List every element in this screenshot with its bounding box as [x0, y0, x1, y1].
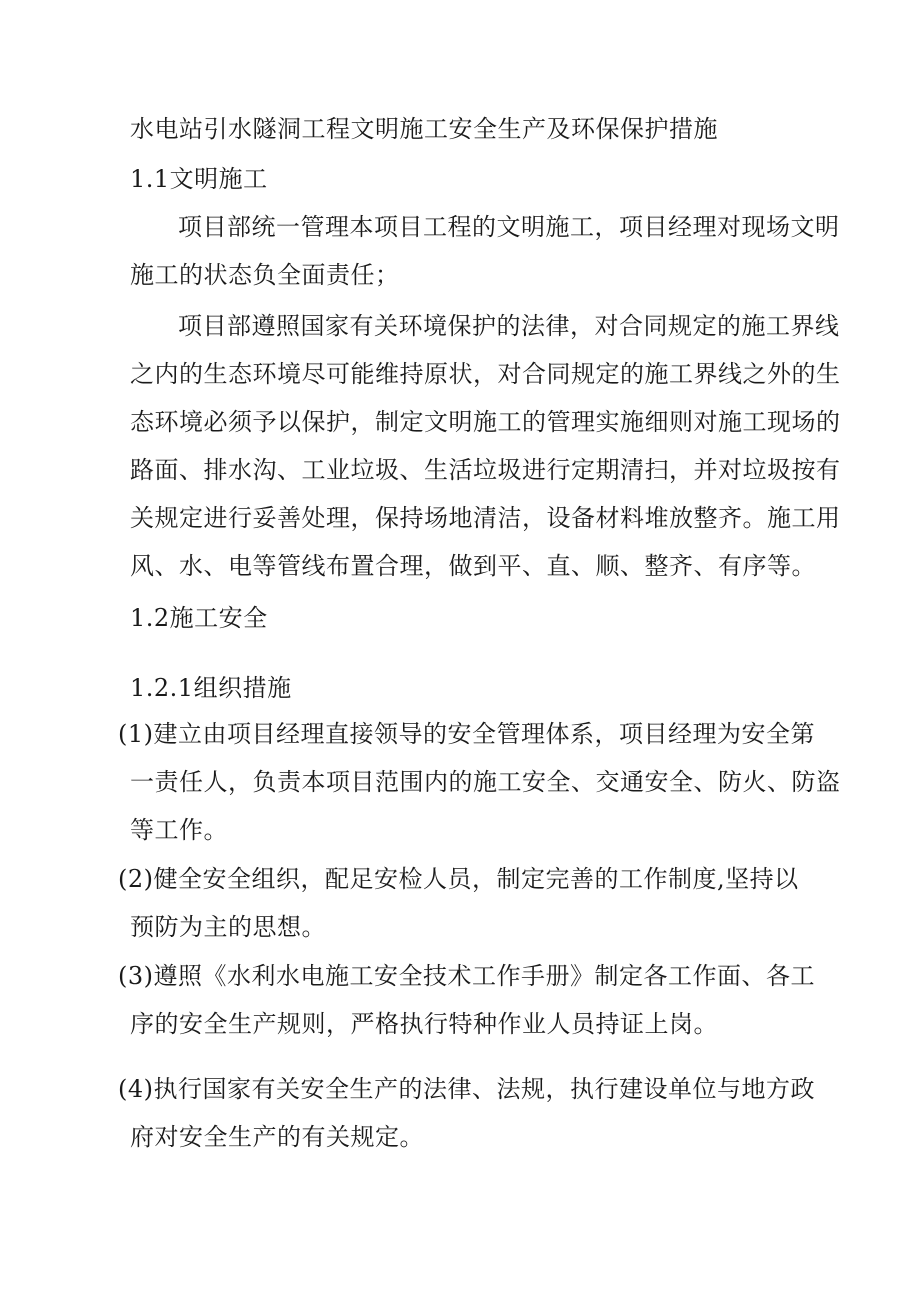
paragraph-line: 项目部遵照国家有关环境保护的法律，对合同规定的施工界线 — [178, 312, 840, 340]
paragraph-line: 施工的状态负全面责任； — [130, 261, 400, 289]
paragraph-line: 项目部统一管理本项目工程的文明施工，项目经理对现场文明 — [178, 213, 840, 241]
paragraph-line: 风、水、电等管线布置合理，做到平、直、顺、整齐、有序等。 — [130, 552, 816, 580]
list-item-line: 等工作。 — [130, 816, 228, 844]
list-item-line: (2)健全安全组织，配足安检人员，制定完善的工作制度,坚持以 — [118, 865, 799, 893]
paragraph-line: 路面、排水沟、工业垃圾、生活垃圾进行定期清扫，并对垃圾按有 — [130, 456, 841, 484]
list-item-line: (1)建立由项目经理直接领导的安全管理体系，项目经理为安全第 — [118, 720, 815, 748]
list-item-line: 预防为主的思想。 — [130, 913, 326, 941]
paragraph-line: 之内的生态环境尽可能维持原状，对合同规定的施工界线之外的生 — [130, 360, 841, 388]
section-heading-1-1: 1.1文明施工 — [130, 165, 268, 193]
list-item-line: 一责任人，负责本项目范围内的施工安全、交通安全、防火、防盗 — [130, 768, 841, 796]
list-item-line: 序的安全生产规则，严格执行特种作业人员持证上岗。 — [130, 1010, 718, 1038]
list-item-line: (3)遵照《水利水电施工安全技术工作手册》制定各工作面、各工 — [118, 962, 815, 990]
paragraph-line: 关规定进行妥善处理，保持场地清洁，设备材料堆放整齐。施工用 — [130, 504, 841, 532]
document-title: 水电站引水隧洞工程文明施工安全生产及环保保护措施 — [130, 115, 718, 143]
list-item-line: (4)执行国家有关安全生产的法律、法规，执行建设单位与地方政 — [118, 1075, 815, 1103]
section-heading-1-2: 1.2施工安全 — [130, 604, 268, 632]
subsection-heading-1-2-1: 1.2.1组织措施 — [130, 674, 292, 702]
list-item-line: 府对安全生产的有关规定。 — [130, 1123, 424, 1151]
paragraph-line: 态环境必须予以保护，制定文明施工的管理实施细则对施工现场的 — [130, 408, 841, 436]
